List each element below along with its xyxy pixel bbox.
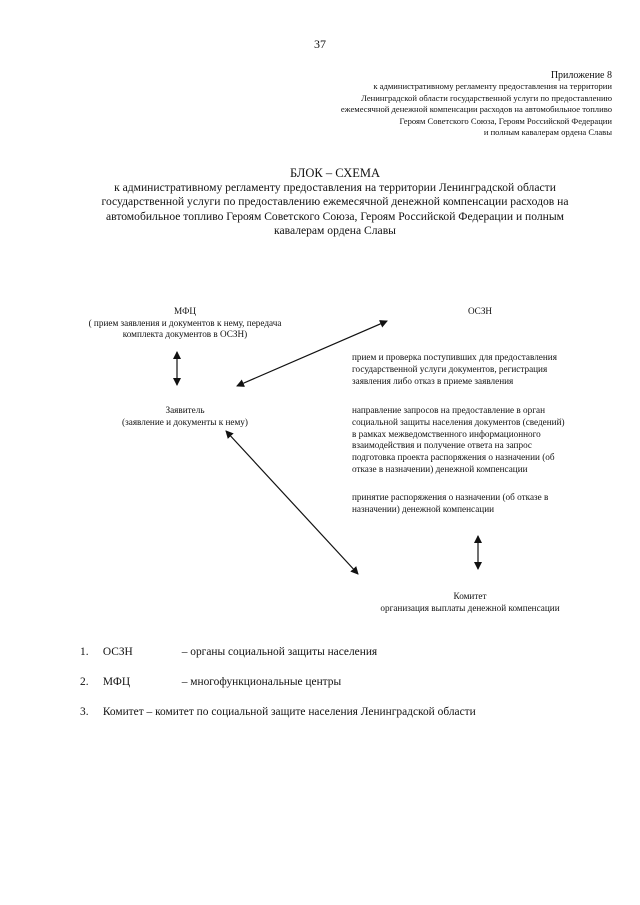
step-line: в рамках межведомственного информационного	[352, 428, 541, 439]
committee-desc: организация выплаты денежной компенсации	[380, 602, 560, 613]
step-line: взаимодействия и получение ответа на запрос	[352, 440, 532, 451]
appendix-line: Героям Советского Союза, Героям Российской Федерации	[399, 115, 612, 126]
appendix-line: ежемесячной денежной компенсации расходов на автомобильное топливо	[340, 104, 612, 115]
legend-item	[80, 645, 600, 659]
committee-name: Комитет	[453, 591, 487, 601]
title-line: государственной услуги по предоставлению ежемесячной денежной компенсации расходов на	[101, 195, 569, 209]
mfc-desc: ( прием заявления и документов к нему, передача	[88, 317, 282, 328]
appendix-line: Ленинградской области государственной услуги по предоставлению	[361, 92, 612, 103]
legend-item	[80, 675, 600, 689]
step-line: направление запросов на предоставление в орган	[352, 405, 545, 415]
appendix-line: к административному регламенту предоставления на территории	[373, 81, 612, 92]
step-line: отказе в назначении) денежной компенсации	[352, 463, 528, 474]
title-line: к административному регламенту предоставления на территории Ленинградской области	[114, 180, 556, 194]
arrow-applicant-ozn	[237, 321, 387, 386]
title-line: кавалерам ордена Славы	[274, 224, 396, 238]
step-line: прием и проверка поступивших для предоставления	[352, 352, 557, 362]
legend-number: 2.	[80, 676, 89, 688]
step-line: назначении) денежной компенсации	[352, 503, 495, 514]
step-line: подготовка проекта распоряжения о назначении (об	[352, 452, 555, 463]
appendix-title: Приложение 8	[550, 70, 612, 81]
legend-number: 3.	[80, 706, 89, 718]
applicant-name: Заявитель	[165, 405, 205, 415]
step-line: социальной защиты населения документов (сведений)	[352, 416, 565, 427]
applicant-desc: (заявление и документы к нему)	[122, 416, 248, 427]
appendix-line: и полным кавалерам ордена Славы	[483, 127, 612, 138]
legend-abbr: Комитет	[102, 706, 144, 718]
legend-text: – комитет по социальной защите населения Ленинградской области	[146, 706, 476, 718]
legend-number: 1.	[80, 646, 89, 658]
page-number: 37	[314, 37, 326, 51]
legend-text: – органы социальной защиты населения	[181, 646, 378, 658]
step-line: государственной услуги документов, регистрация	[352, 363, 548, 374]
step-line: заявления либо отказ в приеме заявления	[352, 375, 514, 386]
title-line: автомобильное топливо Героям Советского Союза, Героям Российской Федерации и полным	[105, 209, 565, 223]
legend-abbr: ОСЗН	[102, 646, 133, 658]
ozn-name: ОСЗН	[467, 306, 493, 316]
arrow-applicant-committee	[226, 431, 358, 574]
mfc-name: МФЦ	[174, 306, 196, 316]
legend-abbr: МФЦ	[102, 676, 131, 688]
mfc-desc: комплекта документов в ОСЗН)	[122, 329, 248, 339]
step-line: принятие распоряжения о назначении (об отказе в	[352, 492, 549, 502]
main-title: БЛОК – СХЕМА	[289, 166, 381, 180]
legend-text: – многофункциональные центры	[181, 676, 342, 688]
legend-item	[80, 705, 600, 719]
